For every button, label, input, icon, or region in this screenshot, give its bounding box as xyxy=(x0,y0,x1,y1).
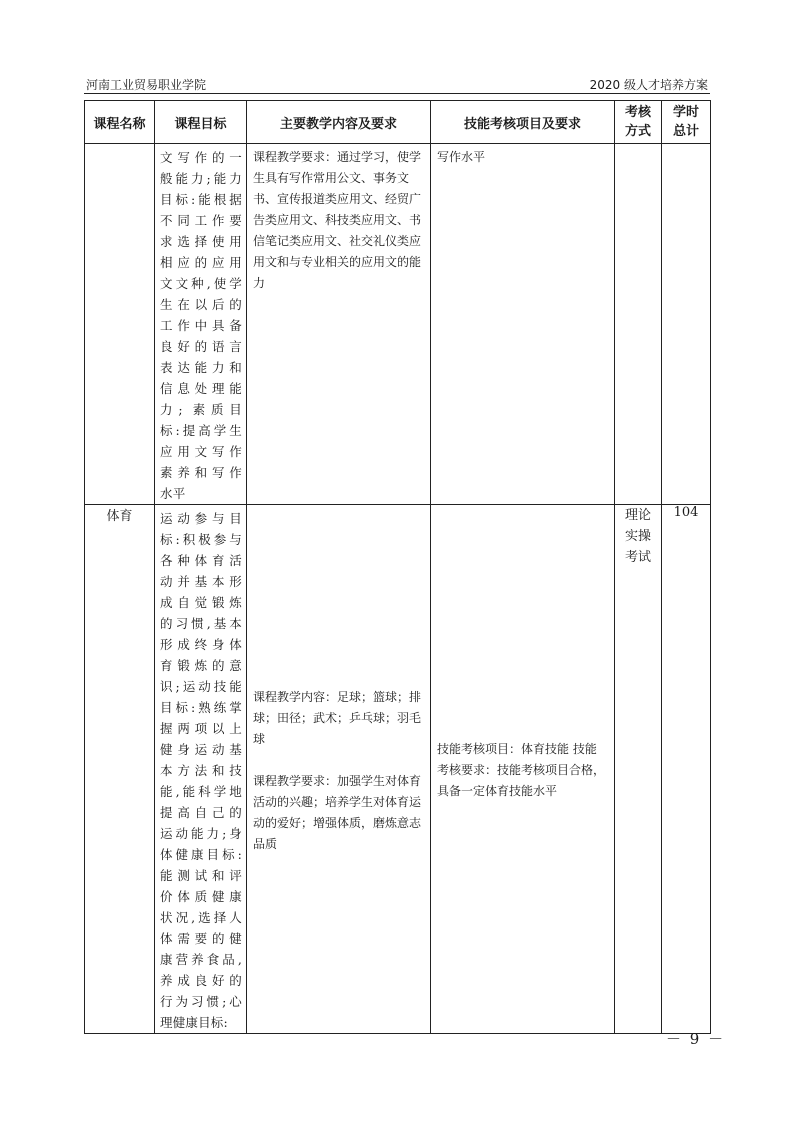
goal-line: 康营养食品, xyxy=(160,952,242,967)
goal-line: 形成终身体 xyxy=(160,637,242,652)
page-header xyxy=(84,72,710,94)
goal-line: 般能力;能力 xyxy=(160,171,242,186)
goal-line: 工作中具备 xyxy=(160,318,242,333)
goal-line: 文文种,使学 xyxy=(160,276,242,291)
header-course-goal: 课程目标 xyxy=(155,101,247,144)
goal-line: 识;运动技能 xyxy=(160,679,242,694)
goal-line: 素养和写作 xyxy=(160,465,242,480)
goal-line: 相应的应用 xyxy=(160,255,242,270)
header-hours-line2: 总计 xyxy=(672,124,699,139)
header-skill: 技能考核项目及要求 xyxy=(431,101,615,144)
goal-line: 求选择使用 xyxy=(160,234,242,249)
goal-line: 握两项以上 xyxy=(160,721,242,736)
goal-line: 价体质健康 xyxy=(160,889,242,904)
content-paragraph: 课程教学内容：足球；篮球；排球；田径；武术；乒乓球；羽毛球 xyxy=(253,689,422,746)
header-method-line2: 方式 xyxy=(624,124,651,139)
course-name-cell: 体育 xyxy=(85,505,155,1034)
goal-line: 理健康目标: xyxy=(160,1015,228,1030)
skill-cell xyxy=(431,144,615,505)
goal-line: 表达能力和 xyxy=(160,360,242,375)
goal-line: 标:积极参与 xyxy=(160,532,242,547)
goal-line: 提高自己的 xyxy=(160,805,242,820)
goal-line: 成自觉锻炼 xyxy=(160,595,242,610)
goal-line: 体健康目标: xyxy=(160,847,242,862)
content-cell xyxy=(247,144,431,505)
header-method-line1: 考核 xyxy=(624,105,651,120)
method-line: 实操 xyxy=(624,529,651,544)
goal-line: 体需要的健 xyxy=(160,931,242,946)
method-line: 理论 xyxy=(624,508,651,523)
goal-line: 目标:能根据 xyxy=(160,192,242,207)
content-paragraph: 课程教学要求：加强学生对体育活动的兴趣；培养学生对体育运动的爱好；增强体质，磨炼意志品质 xyxy=(253,773,422,851)
header-doc-title: 2020 级人才培养方案 xyxy=(589,78,708,92)
header-method xyxy=(615,101,662,144)
goal-line: 不同工作要 xyxy=(160,213,242,228)
paragraph-gap xyxy=(253,750,424,771)
goal-line: 育锻炼的意 xyxy=(160,658,242,673)
goal-line: 良好的语言 xyxy=(160,339,242,354)
goal-line: 目标:熟练掌 xyxy=(160,700,242,715)
goal-line: 能测试和评 xyxy=(160,868,242,883)
goal-line: 水平 xyxy=(160,486,186,501)
method-cell xyxy=(615,505,662,1034)
goal-line: 健身运动基 xyxy=(160,742,242,757)
header-course-name: 课程名称 xyxy=(85,101,155,144)
goal-line: 本方法和技 xyxy=(160,763,242,778)
skill-paragraph: 写作水平 xyxy=(437,150,486,164)
skill-paragraph: 技能考核项目：体育技能 xyxy=(437,742,570,756)
method-line: 考试 xyxy=(624,550,651,565)
header-hours xyxy=(662,101,711,144)
content-paragraph: 课程教学要求：通过学习，使学生具有写作常用公文、事务文书、宣传报道类应用文、经贸广告类应用文、科技类应用文、书信笔记类应用文、社交礼仪类应用文和与专业相关的应用文的能力 xyxy=(253,150,422,290)
goal-line: 文写作的一 xyxy=(160,150,242,165)
goal-line: 的习惯,基本 xyxy=(160,616,242,631)
goal-line: 能,能科学地 xyxy=(160,784,242,799)
header-content: 主要教学内容及要求 xyxy=(247,101,431,144)
goal-line: 运动参与目 xyxy=(160,511,242,526)
method-cell xyxy=(615,144,662,505)
skill-paragraph: 技能考核要求：技能考核项目合格，具备一定体育技能水平 xyxy=(437,742,606,798)
skill-cell xyxy=(431,505,615,1034)
table-row xyxy=(85,505,711,1034)
header-institution: 河南工业贸易职业学院 xyxy=(86,78,207,92)
header-hours-line1: 学时 xyxy=(672,105,699,120)
goal-line: 动并基本形 xyxy=(160,574,242,589)
content-cell xyxy=(247,505,431,1034)
course-name-cell xyxy=(85,144,155,505)
hours-cell xyxy=(662,144,711,505)
table-row xyxy=(85,144,711,505)
course-goal-cell xyxy=(155,144,247,505)
goal-line: 标:提高学生 xyxy=(160,423,242,438)
goal-line: 状况,选择人 xyxy=(160,910,242,925)
page-number: － 9 － xyxy=(666,1030,726,1048)
table-header-row xyxy=(85,101,711,144)
curriculum-table xyxy=(84,100,711,1034)
goal-line: 生在以后的 xyxy=(160,297,242,312)
goal-line: 行为习惯;心 xyxy=(160,994,242,1009)
goal-line: 力; 素质目 xyxy=(160,402,242,417)
goal-line: 养成良好的 xyxy=(160,973,242,988)
goal-line: 运动能力;身 xyxy=(160,826,242,841)
course-goal-cell xyxy=(155,505,247,1034)
goal-line: 信息处理能 xyxy=(160,381,242,396)
goal-line: 各种体育活 xyxy=(160,553,242,568)
hours-cell: 104 xyxy=(662,505,711,1034)
goal-line: 应用文写作 xyxy=(160,444,242,459)
